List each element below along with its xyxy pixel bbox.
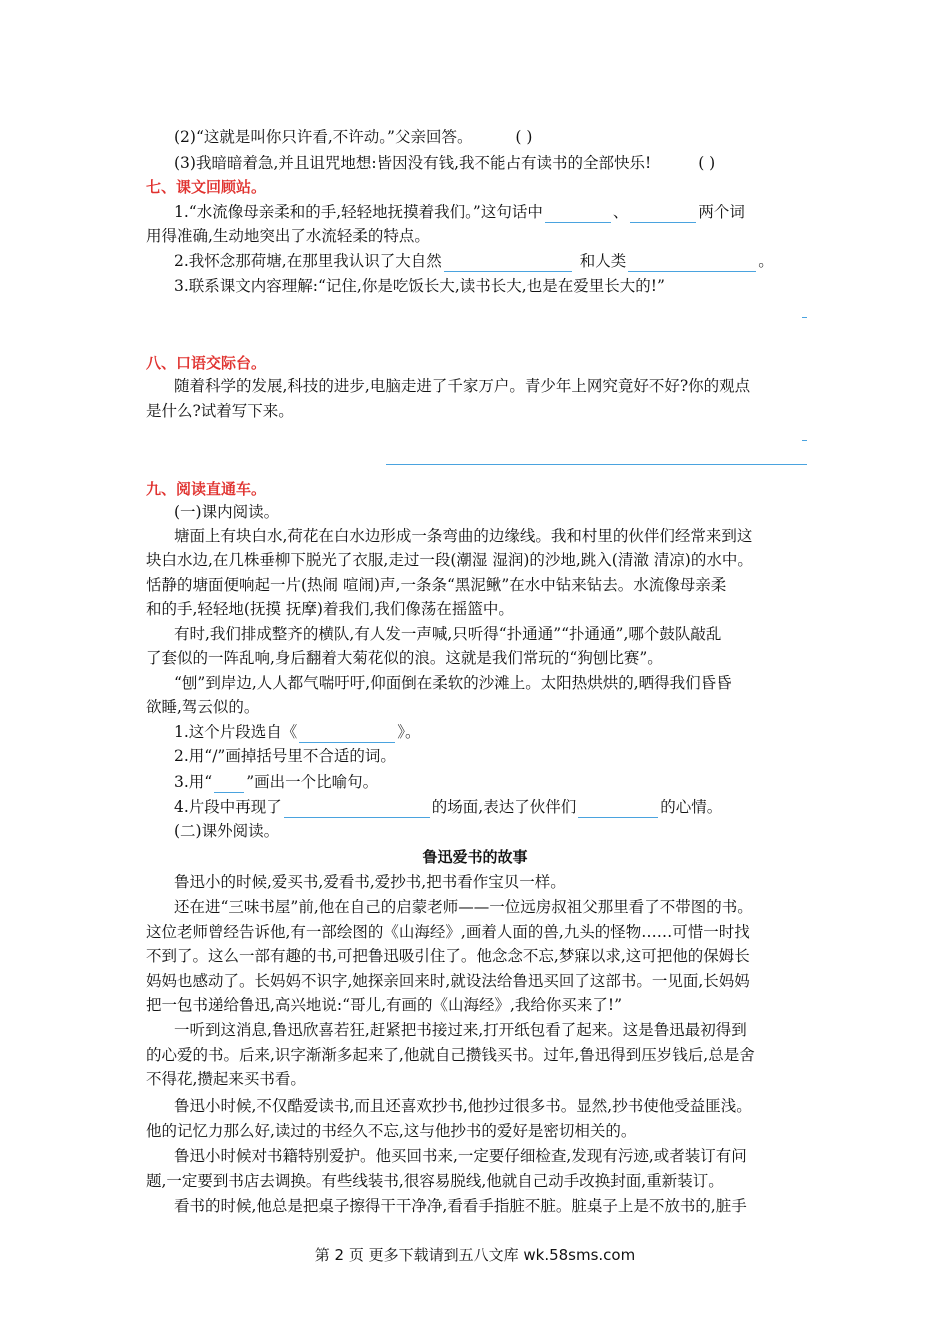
para3-line: 欲睡,驾云似的。 <box>146 698 260 716</box>
answer-line-mark[interactable] <box>802 317 807 318</box>
story-line: 鲁迅小时候对书籍特别爱护。他买回书来,一定要仔细检查,发现有污迹,或者装订有问 <box>174 1147 747 1165</box>
answer-blank[interactable] <box>628 255 756 272</box>
answer-blank[interactable] <box>630 206 696 223</box>
answer-paren[interactable]: ( ) <box>698 154 716 172</box>
sec9-q3: 3.用“ ”画出一个比喻句。 <box>174 773 379 791</box>
page-footer: 第 2 页 更多下载请到五八文库 wk.58sms.com <box>314 1246 636 1264</box>
story-line: 不到了。这么一部有趣的书,可把鲁迅吸引住了。他念念不忘,梦寐以求,这可把他的保姆长 <box>146 947 750 965</box>
story-line: 题,一定要到书店去调换。有些线装书,很容易脱线,他就自己动手改换封面,重新装订。 <box>146 1172 724 1190</box>
section-9-heading: 九、阅读直通车。 <box>146 480 267 498</box>
answer-blank[interactable] <box>444 255 572 272</box>
answer-blank[interactable] <box>214 776 244 793</box>
sec7-q3: 3.联系课文内容理解:“记住,你是吃饭长大,读书长大,也是在爱里长大的!” <box>174 277 665 295</box>
story-title: 鲁迅爱书的故事 <box>422 848 528 866</box>
story-line: 看书的时候,他总是把桌子擦得干干净净,看看手指脏不脏。脏桌子上是不放书的,脏手 <box>174 1197 747 1215</box>
story-line: 鲁迅小的时候,爱买书,爱看书,爱抄书,把书看作宝贝一样。 <box>174 873 566 891</box>
question-item-2: (2)“这就是叫你只许看,不许动。”父亲回答。 ( ) <box>174 128 533 146</box>
answer-line[interactable] <box>386 464 807 465</box>
story-line: 他的记忆力那么好,读过的书经久不忘,这与他抄书的爱好是密切相关的。 <box>146 1122 637 1140</box>
para3-line: “刨”到岸边,人人都气喘吁吁,仰面倒在柔软的沙滩上。太阳热烘烘的,晒得我们昏昏 <box>174 674 732 692</box>
para1-line: 块白水边,在几株垂柳下脱光了衣服,走过一段(潮湿 湿润)的沙地,跳入(清澈 清凉)的水中。 <box>146 551 753 569</box>
part-2-label: (二)课外阅读。 <box>174 822 280 840</box>
part-1-label: (一)课内阅读。 <box>174 503 280 521</box>
sec7-q2: 2.我怀念那荷塘,在那里我认识了大自然 和人类 。 <box>174 252 774 270</box>
answer-blank[interactable] <box>284 801 430 818</box>
para1-line: 塘面上有块白水,荷花在白水边形成一条弯曲的边缘线。我和村里的伙伴们经常来到这 <box>174 527 753 545</box>
sec9-q4: 4.片段中再现了 的场面,表达了伙伴们 的心情。 <box>174 798 723 816</box>
para1-line: 和的手,轻轻地(抚摸 抚摩)着我们,我们像荡在摇篮中。 <box>146 600 514 618</box>
para2-line: 了套似的一阵乱响,身后翻着大菊花似的浪。这就是我们常玩的“狗刨比赛”。 <box>146 649 663 667</box>
sec9-q1: 1.这个片段选自《 》。 <box>174 723 421 741</box>
question-item-3: (3)我暗暗着急,并且诅咒地想:皆因没有钱,我不能占有读书的全部快乐! ( ) <box>174 154 716 172</box>
story-line: 把一包书递给鲁迅,高兴地说:“哥儿,有画的《山海经》,我给你买来了!” <box>146 996 623 1014</box>
story-line: 这位老师曾经告诉他,有一部绘图的《山海经》,画着人面的兽,九头的怪物……可惜一时找 <box>146 923 750 941</box>
answer-blank[interactable] <box>545 206 611 223</box>
para1-line: 恬静的塘面便响起一片(热闹 喧闹)声,一条条“黑泥鳅”在水中钻来钻去。水流像母亲柔 <box>146 576 727 594</box>
story-line: 鲁迅小时候,不仅酷爱读书,而且还喜欢抄书,他抄过很多书。显然,抄书使他受益匪浅。 <box>174 1097 752 1115</box>
sec8-paragraph-line1: 随着科学的发展,科技的进步,电脑走进了千家万户。青少年上网究竟好不好?你的观点 <box>174 377 751 395</box>
story-line: 不得花,攒起来买书看。 <box>146 1070 306 1088</box>
answer-blank[interactable] <box>578 801 658 818</box>
answer-paren[interactable]: ( ) <box>515 128 533 146</box>
sec9-q2: 2.用“/”画掉括号里不合适的词。 <box>174 747 396 765</box>
section-8-heading: 八、口语交际台。 <box>146 354 267 372</box>
sec7-q1-line2: 用得准确,生动地突出了水流轻柔的特点。 <box>146 227 430 245</box>
answer-blank[interactable] <box>299 726 395 743</box>
story-line: 的心爱的书。后来,识字渐渐多起来了,他就自己攒钱买书。过年,鲁迅得到压岁钱后,总是舍 <box>146 1046 755 1064</box>
sec8-paragraph-line2: 是什么?试着写下来。 <box>146 402 294 420</box>
story-line: 一听到这消息,鲁迅欣喜若狂,赶紧把书接过来,打开纸包看了起来。这是鲁迅最初得到 <box>174 1021 747 1039</box>
answer-line-mark[interactable] <box>802 440 807 441</box>
para2-line: 有时,我们排成整齐的横队,有人发一声喊,只听得“扑通通”“扑通通”,哪个鼓队敲乱 <box>174 625 722 643</box>
section-7-heading: 七、课文回顾站。 <box>146 178 267 196</box>
story-line: 还在进“三味书屋”前,他在自己的启蒙老师——一位远房叔祖父那里看了不带图的书。 <box>174 898 753 916</box>
story-line: 妈妈也感动了。长妈妈不识字,她探亲回来时,就设法给鲁迅买回了这部书。一见面,长妈妈 <box>146 972 750 990</box>
sec7-q1-line1: 1.“水流像母亲柔和的手,轻轻地抚摸着我们。”这句话中 、 两个词 <box>174 203 745 221</box>
